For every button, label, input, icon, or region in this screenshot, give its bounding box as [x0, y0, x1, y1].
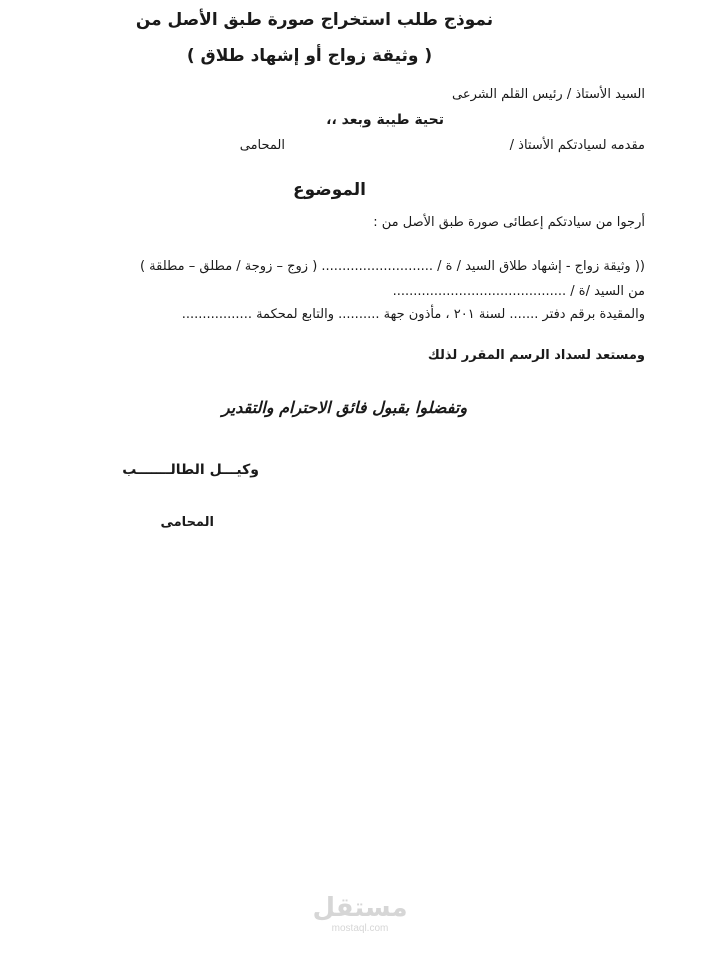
document-title: نموذج طلب استخراج صورة طبق الأصل من [135, 10, 494, 30]
subject-heading: الموضوع [293, 180, 366, 200]
watermark-domain: mostaql.com [331, 923, 389, 934]
addressee-line: السيد الأستاذ / رئيس القلم الشرعى [452, 87, 645, 102]
agent-label: وكيـــل الطالـــــــب [122, 462, 259, 478]
from-person-line: من السيد /ة / .......................................... [392, 284, 645, 299]
presenter-role: المحامى [239, 138, 285, 153]
document-subtitle: ( وثيقة زواج أو إشهاد طلاق ) [186, 46, 433, 66]
greeting-line: تحية طيبة وبعد ،، [326, 112, 444, 128]
presenter-line: مقدمه لسيادتكم الأستاذ / [509, 138, 645, 153]
registration-line: والمقيدة برقم دفتر ....... لسنة ٢٠١ ، مأذون جهة .......... والتابع لمحكمة ................. [181, 307, 645, 322]
watermark-logo [310, 893, 410, 935]
lawyer-label: المحامى [160, 515, 214, 530]
fee-line: ومستعد لسداد الرسم المقرر لذلك [427, 348, 645, 363]
closing-line: وتفضلوا بقبول فائق الاحترام والتقدير [221, 398, 468, 417]
document-type-line: (( وثيقة زواج - إشهاد طلاق السيد / ة / ........................... ( زوج – زوجة / مطلق – مطلقة ) [139, 259, 645, 274]
request-line: أرجوا من سيادتكم إعطائى صورة طبق الأصل من : [373, 215, 645, 230]
watermark-brand: مستقل [312, 893, 408, 923]
